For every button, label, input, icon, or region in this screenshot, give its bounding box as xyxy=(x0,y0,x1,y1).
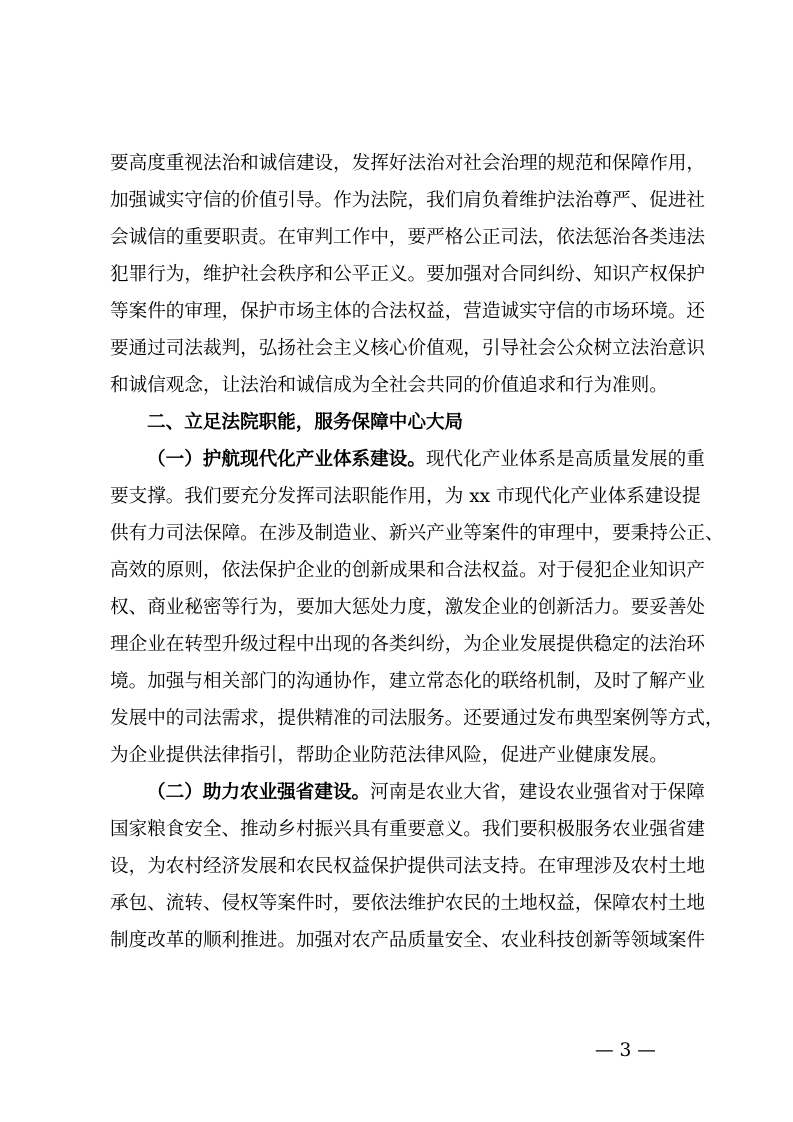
body-line: 承包、流转、侵权等案件时，要依法维护农民的土地权益，保障农村土地 xyxy=(110,893,706,914)
body-line: 制度改革的顺利推进。加强对农产品质量安全、农业科技创新等领域案件 xyxy=(110,930,706,951)
body-line: 为企业提供法律指引，帮助企业防范法律风险，促进产业健康发展。 xyxy=(110,745,668,766)
page-number: — 3 — xyxy=(595,1040,656,1061)
subsection-label: （一）护航现代化产业体系建设。 xyxy=(147,449,426,470)
body-line: 要通过司法裁判，弘扬社会主义核心价值观，引导社会公众树立法治意识 xyxy=(110,338,706,359)
body-line: 要高度重视法治和诚信建设，发挥好法治对社会治理的规范和保障作用， xyxy=(110,153,706,174)
subsection-text: 现代化产业体系是高质量发展的重 xyxy=(425,449,705,470)
body-line: 加强诚实守信的价值引导。作为法院，我们肩负着维护法治尊严、促进社 xyxy=(110,190,706,211)
body-line: 供有力司法保障。在涉及制造业、新兴产业等案件的审理中，要秉持公正、 xyxy=(110,523,724,544)
body-line: 和诚信观念，让法治和诚信成为全社会共同的价值追求和行为准则。 xyxy=(110,375,668,396)
body-line: 发展中的司法需求，提供精准的司法服务。还要通过发布典型案例等方式， xyxy=(110,708,724,729)
body-line: 要支撑。我们要充分发挥司法职能作用，为 xx 市现代化产业体系建设提 xyxy=(110,486,701,507)
body-line: 等案件的审理，保护市场主体的合法权益，营造诚实守信的市场环境。还 xyxy=(110,301,706,322)
subsection-text: 河南是农业大省，建设农业强省对于保障 xyxy=(370,782,705,803)
body-line: 理企业在转型升级过程中出现的各类纠纷，为企业发展提供稳定的法治环 xyxy=(110,634,706,655)
body-line: 高效的原则，依法保护企业的创新成果和合法权益。对于侵犯企业知识产 xyxy=(110,560,706,581)
body-line: 会诚信的重要职责。在审判工作中，要严格公正司法，依法惩治各类违法 xyxy=(110,227,706,248)
body-line: 犯罪行为，维护社会秩序和公平正义。要加强对合同纠纷、知识产权保护 xyxy=(110,264,706,285)
subsection-first-line xyxy=(147,782,705,804)
subsection-label: （二）助力农业强省建设。 xyxy=(147,782,371,803)
section-heading: 二、立足法院职能，服务保障中心大局 xyxy=(147,412,464,433)
body-line: 国家粮食安全、推动乡村振兴具有重要意义。我们要积极服务农业强省建 xyxy=(110,819,706,840)
body-line: 境。加强与相关部门的沟通协作，建立常态化的联络机制，及时了解产业 xyxy=(110,671,706,692)
body-line: 设，为农村经济发展和农民权益保护提供司法支持。在审理涉及农村土地 xyxy=(110,856,706,877)
subsection-first-line xyxy=(147,449,705,471)
body-line: 权、商业秘密等行为，要加大惩处力度，激发企业的创新活力。要妥善处 xyxy=(110,597,706,618)
